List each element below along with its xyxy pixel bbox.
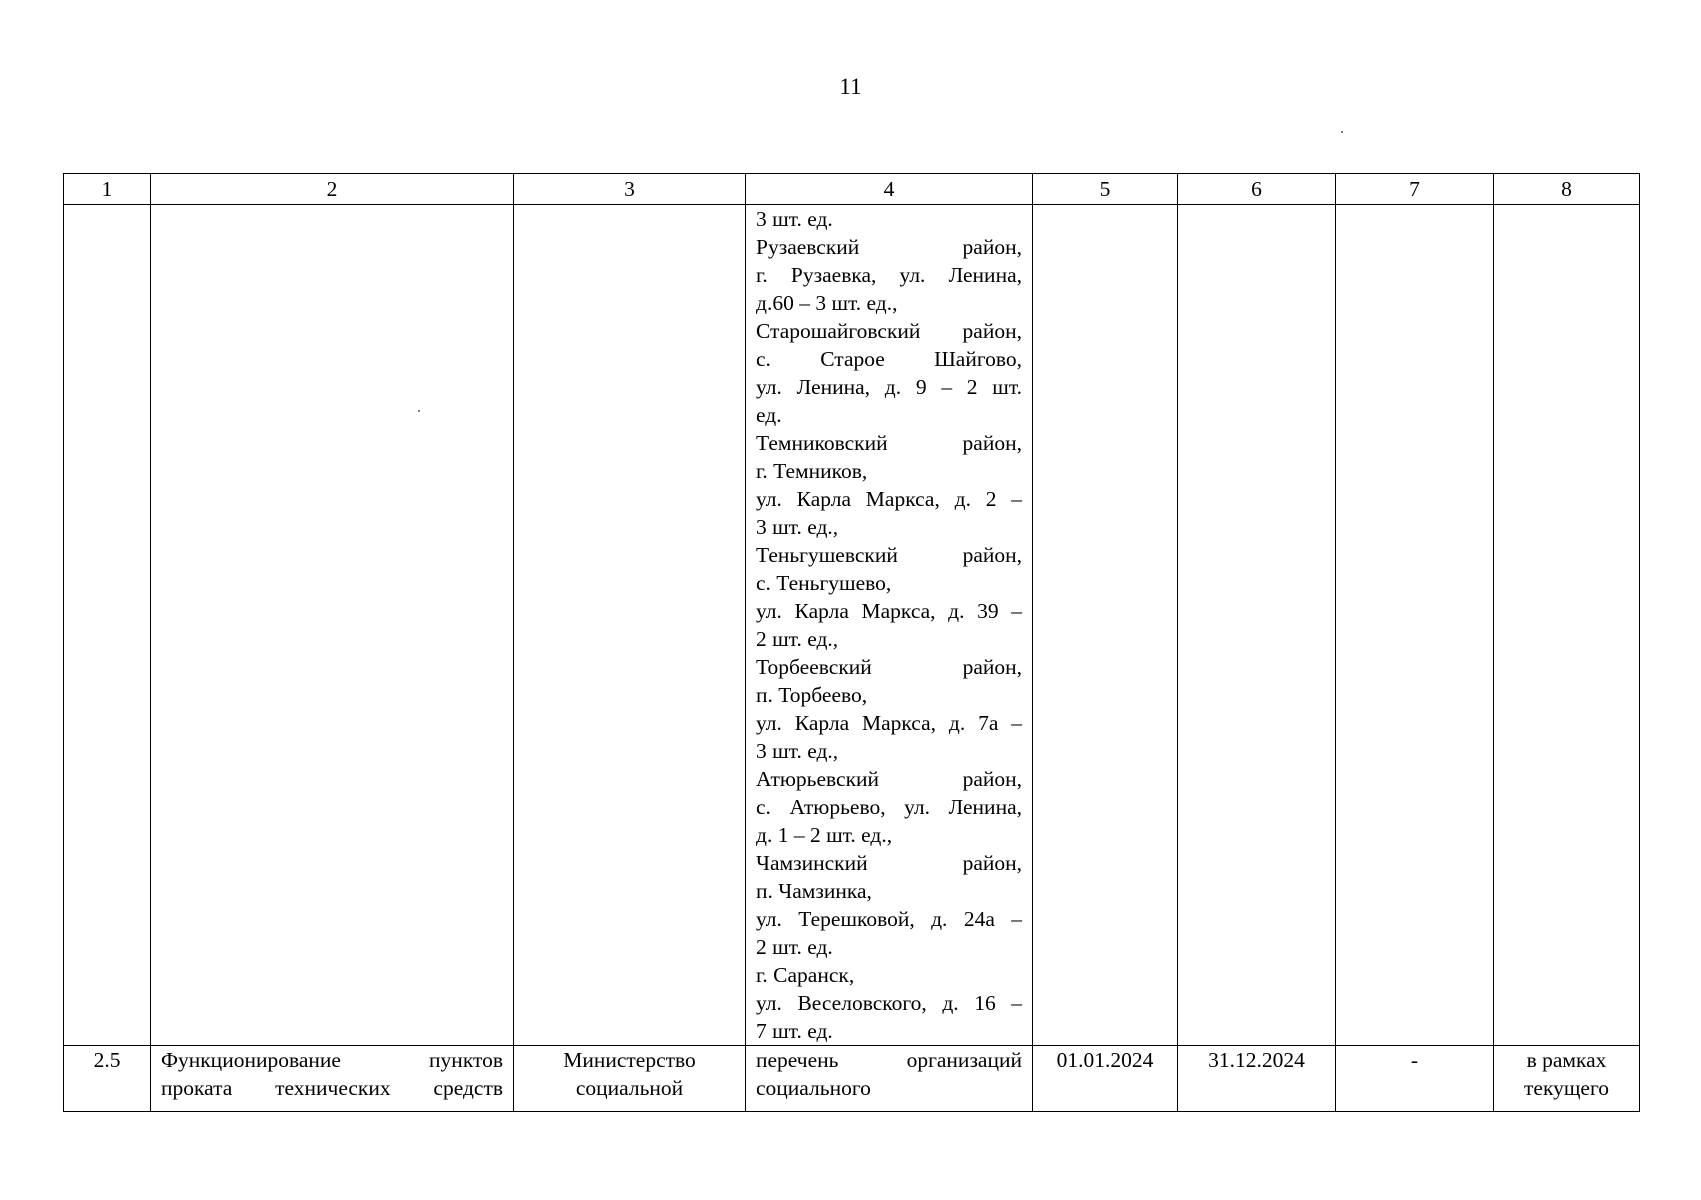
cell-empty [514, 205, 746, 1046]
location-line: Рузаевский район, [756, 235, 1022, 259]
location-line: Атюрьевский район, [756, 767, 1022, 791]
location-line: г. Темников, [756, 459, 868, 483]
row-number: 2.5 [64, 1046, 151, 1112]
location-line: Темниковский район, [756, 431, 1022, 455]
header-cell-6: 6 [1178, 174, 1336, 205]
header-cell-3: 3 [514, 174, 746, 205]
cell-empty [1033, 205, 1178, 1046]
responsible-line: Министерство [563, 1048, 696, 1072]
locations-list [756, 205, 1022, 1045]
header-cell-1: 1 [64, 174, 151, 205]
start-date: 01.01.2024 [1033, 1046, 1178, 1112]
location-line: Теньгушевский район, [756, 543, 1022, 567]
table-row-2-5 [64, 1046, 1640, 1112]
funding-line: текущего [1524, 1076, 1609, 1100]
page-number: 11 [839, 74, 862, 99]
header-cell-8: 8 [1494, 174, 1640, 205]
funding-line: в рамках [1526, 1048, 1607, 1072]
location-line: с. Старое Шайгово, [756, 347, 1022, 371]
location-line: д.60 – 3 шт. ед., [756, 291, 898, 315]
result-line: социального [756, 1076, 871, 1100]
responsible-line: социальной [575, 1076, 684, 1100]
location-line: ед. [756, 403, 782, 427]
header-cell-4: 4 [746, 174, 1033, 205]
cell-empty [1494, 205, 1640, 1046]
activity-name-cell [151, 1046, 514, 1112]
cell-empty [64, 205, 151, 1046]
continued-row [64, 205, 1640, 1046]
location-line: ул. Карла Маркса, д. 39 – [756, 599, 1022, 623]
activity-name-line: Функционирование пунктов [161, 1048, 503, 1072]
header-cell-7: 7 [1336, 174, 1494, 205]
location-line: п. Чамзинка, [756, 879, 872, 903]
header-cell-2: 2 [151, 174, 514, 205]
activity-name-line: проката технических средств [161, 1076, 503, 1100]
location-line: ул. Карла Маркса, д. 7а – [756, 711, 1022, 735]
cell-empty [1178, 205, 1336, 1046]
location-line: ул. Карла Маркса, д. 2 – [756, 487, 1022, 511]
location-line: ул. Ленина, д. 9 – 2 шт. [756, 375, 1022, 399]
header-row [64, 174, 1640, 205]
end-date: 31.12.2024 [1178, 1046, 1336, 1112]
location-line: ул. Веселовского, д. 16 – [756, 991, 1022, 1015]
location-line: п. Торбеево, [756, 683, 868, 707]
location-line: 2 шт. ед. [756, 935, 833, 959]
location-line: 3 шт. ед., [756, 515, 839, 539]
scan-speck [1341, 131, 1343, 133]
cell-empty [151, 205, 514, 1046]
location-line: г. Саранск, [756, 963, 855, 987]
location-line: г. Рузаевка, ул. Ленина, [756, 263, 1022, 287]
responsible-cell [514, 1046, 746, 1112]
location-line: с. Теньгушево, [756, 571, 892, 595]
location-line: 3 шт. ед., [756, 739, 839, 763]
location-line: Торбеевский район, [756, 655, 1022, 679]
location-line: с. Атюрьево, ул. Ленина, [756, 795, 1022, 819]
dash-cell: - [1336, 1046, 1494, 1112]
locations-list-cell [746, 205, 1033, 1046]
header-cell-5: 5 [1033, 174, 1178, 205]
funding-cell [1494, 1046, 1640, 1112]
location-line: 3 шт. ед. [756, 207, 833, 231]
cell-empty [1336, 205, 1494, 1046]
location-line: ул. Терешковой, д. 24а – [756, 907, 1022, 931]
activities-table [63, 173, 1640, 1112]
result-cell [746, 1046, 1033, 1112]
location-line: 7 шт. ед. [756, 1019, 833, 1043]
location-line: Чамзинский район, [756, 851, 1022, 875]
location-line: 2 шт. ед., [756, 627, 839, 651]
result-line: перечень организаций [756, 1048, 1022, 1072]
location-line: Старошайговский район, [756, 319, 1022, 343]
location-line: д. 1 – 2 шт. ед., [756, 823, 893, 847]
